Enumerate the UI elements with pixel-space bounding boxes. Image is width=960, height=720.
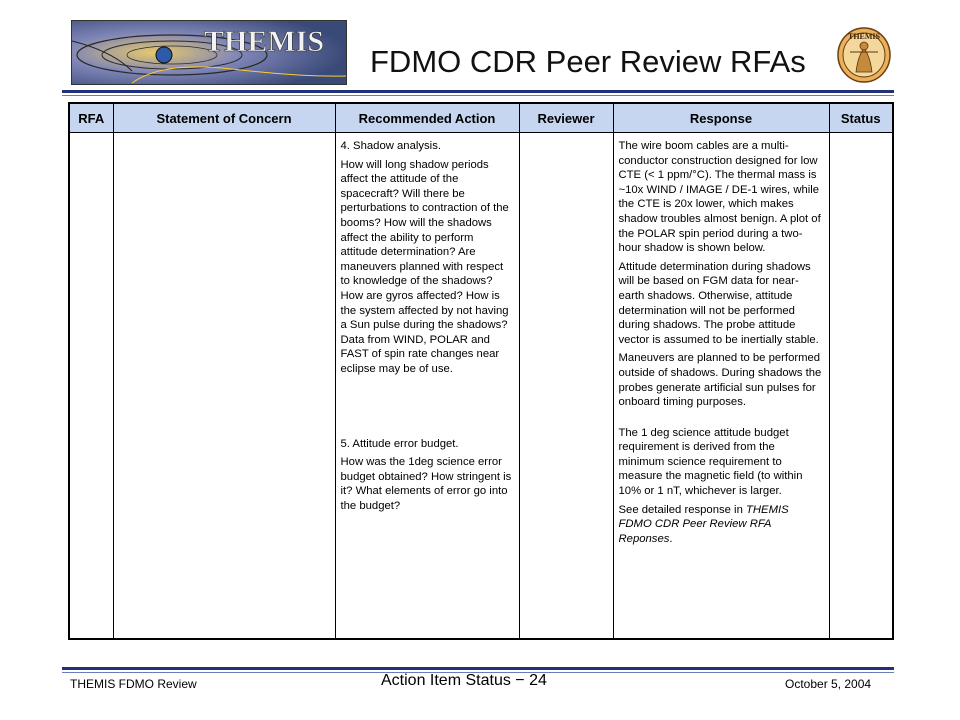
cell-reviewer (519, 133, 613, 640)
cell-response (613, 133, 829, 640)
response-paragraph: The 1 deg science attitude budget requirement is derived from the minimum science requirement to measure the magnetic field (to within 10% or 1 nT, whichever is larger. (618, 426, 803, 498)
response-paragraph: Attitude determination during shadows will be based on FGM data for near-earth shadows. Otherwise, attitude determination will not be performed during shadows. The probe attitude vector is assumed to be inertially stable. (618, 260, 819, 346)
themis-logo-banner (71, 20, 347, 85)
table-header-row (69, 103, 893, 133)
svg-text:THEMIS: THEMIS (847, 32, 881, 41)
action-heading: 5. Attitude error budget. (340, 437, 459, 450)
response-paragraph: The wire boom cables are a multi-conductor construction designed for low CTE (< 1 ppm/°C). The thermal mass is ~10x WIND / IMAGE / DE-1 wires, while the CTE is 20x lower, which makes shadow troubles almost benign. A plot of the POLAR spin period during a two-hour shadow is shown below. (618, 140, 821, 255)
page-title: FDMO CDR Peer Review RFAs (370, 44, 806, 79)
themis-seal-icon (836, 26, 892, 84)
response-see-reference: See detailed response in THEMIS FDMO CDR Peer Review RFA Reponses. (618, 503, 789, 545)
footer-slide-label: Action Item Status − 24 (381, 672, 547, 689)
title-rule-thin (62, 95, 894, 96)
response-paragraph: Maneuvers are planned to be performed outside of shadows. During shadows the probes generate artificial sun pulses for onboard timing purposes. (618, 352, 822, 409)
col-header-rfa: RFA (69, 103, 113, 133)
action-body: How was the 1deg science error budget obtained? How stringent is it? What elements of error go into the budget? (340, 456, 512, 512)
cell-status (829, 133, 893, 640)
title-rule (62, 90, 894, 93)
col-header-statement-of-concern: Statement of Concern (113, 103, 335, 133)
referenced-document-title: THEMIS FDMO CDR Peer Review RFA Reponses (618, 503, 789, 545)
col-header-recommended-action: Recommended Action (335, 103, 519, 133)
cell-recommended-action (335, 133, 519, 640)
cell-statement-of-concern (113, 133, 335, 640)
col-header-status: Status (829, 103, 893, 133)
footer-rule (62, 667, 894, 670)
footer-review-name: THEMIS FDMO Review (70, 677, 197, 691)
magnetosphere-illustration (72, 21, 346, 84)
col-header-response: Response (613, 103, 829, 133)
rfa-table (68, 102, 894, 640)
cell-rfa (69, 133, 113, 640)
action-body: How will long shadow periods affect the attitude of the spacecraft? Will there be perturbations to contraction of the booms? How will the shadows affect the ability to perform attitude determination? Are maneuvers planned with respect to knowledge of the shadows? How are gyros affected? How is the system affected by not having a Sun pulse during the shadows? Data from WIND, POLAR and FAST of spin rate changes near eclipse may be of use. (340, 158, 509, 375)
logo-text: THEMIS (204, 25, 325, 58)
action-heading: 4. Shadow analysis. (340, 140, 441, 152)
table-row (69, 133, 893, 640)
footer-date: October 5, 2004 (785, 677, 872, 691)
col-header-reviewer: Reviewer (519, 103, 613, 133)
